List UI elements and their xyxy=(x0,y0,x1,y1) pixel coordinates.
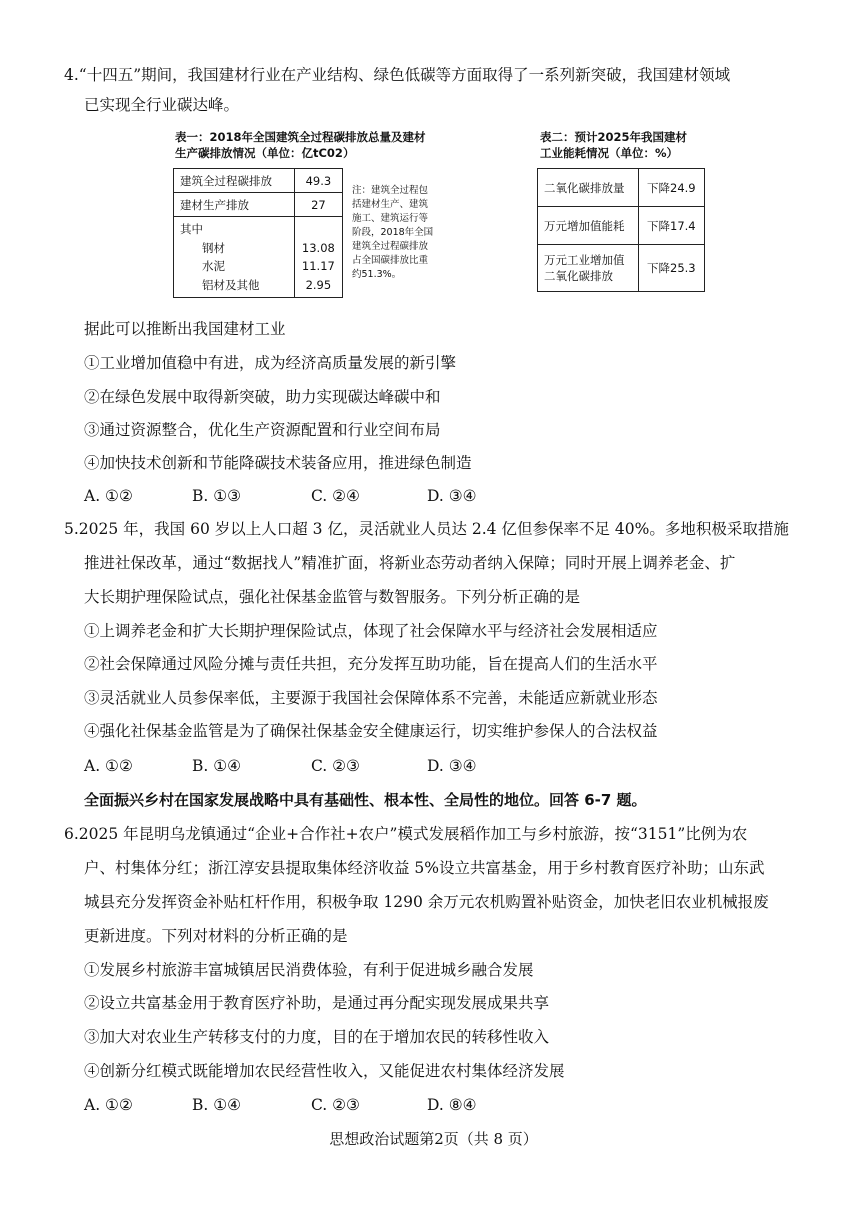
q6-choice-c[interactable]: C. ②③ xyxy=(311,1096,360,1114)
q4-choice-b[interactable]: B. ①③ xyxy=(192,487,242,505)
table-cell-value: 下降24.9 xyxy=(638,169,704,207)
q4-option-4: ④加快技术创新和节能降碳技术装备应用，推进绿色制造 xyxy=(84,454,472,472)
q5-stem-line-1: 5.2025 年，我国 60 岁以上人口超 3 亿，灵活就业人员达 2.4 亿但参保率不足 40%。多地积极采取措施 xyxy=(64,520,789,538)
table-row xyxy=(538,245,705,292)
table-row xyxy=(174,193,343,217)
q6-choice-d[interactable]: D. ⑧④ xyxy=(427,1096,477,1114)
q6-choice-a[interactable]: A. ①② xyxy=(84,1096,133,1114)
q4-option-3: ③通过资源整合，优化生产资源配置和行业空间布局 xyxy=(84,421,441,439)
table2-title-line-2: 工业能耗情况（单位：%） xyxy=(540,146,679,160)
table1-carbon-emissions xyxy=(173,168,343,298)
table-cell-label-line: 万元工业增加值 xyxy=(544,253,625,267)
table-cell-value: 下降17.4 xyxy=(638,207,704,245)
q4-choice-d[interactable]: D. ③④ xyxy=(427,487,477,505)
q6-stem-line-4: 更新进度。下列对材料的分析正确的是 xyxy=(84,927,348,945)
q6-stem-line-1: 6.2025 年昆明乌龙镇通过“企业+合作社+农户”模式发展稻作加工与乡村旅游，按“3151”比例为农 xyxy=(64,825,748,843)
q4-stem-line-2: 已实现全行业碳达峰。 xyxy=(84,96,240,114)
q4-question: 据此可以推断出我国建材工业 xyxy=(84,320,286,338)
table-cell-value: 下降25.3 xyxy=(638,245,704,292)
q6-choice-b[interactable]: B. ①④ xyxy=(192,1096,242,1114)
table-row xyxy=(538,207,705,245)
sub-header-label: 其中 xyxy=(180,222,203,236)
q5-choice-a[interactable]: A. ①② xyxy=(84,757,133,775)
table-cell-value: 49.3 xyxy=(294,169,342,193)
sub-row-value: 13.08 xyxy=(301,240,335,255)
q5-option-1: ①上调养老金和扩大长期护理保险试点，体现了社会保障水平与经济社会发展相适应 xyxy=(84,622,658,640)
q5-option-3: ③灵活就业人员参保率低，主要源于我国社会保障体系不完善，未能适应新就业形态 xyxy=(84,689,658,707)
sub-row-label: 钢材 xyxy=(202,240,225,255)
table1-title-line-1: 表一：2018年全国建筑全过程碳排放总量及建材 xyxy=(175,130,426,144)
table2-energy-consumption xyxy=(537,168,705,292)
sub-row-label: 水泥 xyxy=(202,259,225,273)
q5-stem-line-2: 推进社保改革，通过“数据找人”精准扩面，将新业态劳动者纳入保障；同时开展上调养老金、扩 xyxy=(84,554,736,572)
sub-row-label: 铝材及其他 xyxy=(202,277,260,292)
table-cell-label: 二氧化碳排放量 xyxy=(538,169,639,207)
table-cell-label: 建材生产排放 xyxy=(174,193,295,217)
exam-page: 4.“十四五”期间，我国建材行业在产业结构、绿色低碳等方面取得了一系列新突破，我国建材领域 已实现全行业碳达峰。 表一：2018年全国建筑全过程碳排放总量及建材 生产碳排放情况（单位：亿tC02） 建筑全过程碳排放 49.3 建材生产排放 27 其中 钢材 水泥 铝材及其他 13.08 11.17 2.95 注：建筑全过程包 括建材生产、建筑 施工、建筑运行等 阶段，2018年全国 建筑全过程碳排放 占全国碳排放比重 约51.3%。 表二：预计2025年我国建材 工业能耗情况（单位：%） 二氧化碳排放量 下降24.9 万元增加值能耗 下降17.4 万元工业增加值 二氧化碳排放 下降25.3 据此可以推断出我国建材工业 ①工业增加值稳中有进，成为经济高质量发展的新引擎 ②在绿色发展中取得新突破，助力实现碳达峰碳中和 ③通过资源整合，优化生产资源配置和行业空间布局 ④加快技术创新和节能降碳技术装备应用，推进绿色制造 A. ①② B. ①③ C. ②④ D. ③④ 5.2025 年，我国 60 岁以上人口超 3 亿，灵活就业人员达 2.4 亿但参保率不足 40%。多地积极采取措施 推进社保改革，通过“数据找人”精准扩面，将新业态劳动者纳入保障；同时开展上调养老金、扩 大长期护理保险试点，强化社保基金监管与数智服务。下列分析正确的是 ①上调养老金和扩大长期护理保险试点，体现了社会保障水平与经济社会发展相适应 ②社会保障通过风险分摊与责任共担，充分发挥互助功能，旨在提高人们的生活水平 ③灵活就业人员参保率低，主要源于我国社会保障体系不完善，未能适应新就业形态 ④强化社保基金监管是为了确保社保基金安全健康运行，切实维护参保人的合法权益 A. ①② B. ①④ C. ②③ D. ③④ 全面振兴乡村在国家发展战略中具有基础性、根本性、全局性的地位。回答 6-7 题。 6.2025 年昆明乌龙镇通过“企业+合作社+农户”模式发展稻作加工与乡村旅游，按“3151”比例为农 户、村集体分红；浙江淳安县提取集体经济收益 5%设立共富基金，用于乡村教育医疗补助；山东武 城县充分发挥资金补贴杠杆作用，积极争取 1290 余万元农机购置补贴资金，加快老旧农业机械报废 更新进度。下列对材料的分析正确的是 ①发展乡村旅游丰富城镇居民消费体验，有利于促进城乡融合发展 ②设立共富基金用于教育医疗补助，是通过再分配实现发展成果共享 ③加大对农业生产转移支付的力度，目的在于增加农民的转移性收入 ④创新分红模式既能增加农民经营性收入，又能促进农村集体经济发展 A. ①② B. ①④ C. ②③ D. ⑧④ 思想政治试题第2页（共 8 页） xyxy=(0,0,867,1226)
table2-title-line-1: 表二：预计2025年我国建材 xyxy=(540,130,688,144)
q5-choice-d[interactable]: D. ③④ xyxy=(427,757,477,775)
q4-option-2: ②在绿色发展中取得新突破，助力实现碳达峰碳中和 xyxy=(84,388,441,406)
table-row xyxy=(174,169,343,193)
q6-option-2: ②设立共富基金用于教育医疗补助，是通过再分配实现发展成果共享 xyxy=(84,994,550,1012)
q6-option-3: ③加大对农业生产转移支付的力度，目的在于增加农民的转移性收入 xyxy=(84,1028,550,1046)
q6-option-4: ④创新分红模式既能增加农民经营性收入，又能促进农村集体经济发展 xyxy=(84,1062,565,1080)
q5-option-4: ④强化社保基金监管是为了确保社保基金安全健康运行，切实维护参保人的合法权益 xyxy=(84,722,658,740)
table-cell-label: 建筑全过程碳排放 xyxy=(174,169,295,193)
q4-option-1: ①工业增加值稳中有进，成为经济高质量发展的新引擎 xyxy=(84,354,457,372)
table-cell-value: 27 xyxy=(294,193,342,217)
q5-choice-c[interactable]: C. ②③ xyxy=(311,757,360,775)
q4-stem-line-1: 4.“十四五”期间，我国建材行业在产业结构、绿色低碳等方面取得了一系列新突破，我国建材领域 xyxy=(64,66,731,84)
sub-row-value: 11.17 xyxy=(301,259,335,273)
table-cell-label: 万元增加值能耗 xyxy=(538,207,639,245)
table-row-breakdown xyxy=(174,217,343,298)
q5-stem-line-3: 大长期护理保险试点，强化社保基金监管与数智服务。下列分析正确的是 xyxy=(84,588,581,606)
q6-stem-line-3: 城县充分发挥资金补贴杠杆作用，积极争取 1290 余万元农机购置补贴资金，加快老旧农业机械报废 xyxy=(84,893,769,911)
q4-choice-a[interactable]: A. ①② xyxy=(84,487,133,505)
sub-row-value: 2.95 xyxy=(305,277,332,292)
table-row xyxy=(538,169,705,207)
q6-stem-line-2: 户、村集体分红；浙江淳安县提取集体经济收益 5%设立共富基金，用于乡村教育医疗补助；山东武 xyxy=(84,859,765,877)
section-intro-6-7: 全面振兴乡村在国家发展战略中具有基础性、根本性、全局性的地位。回答 6-7 题。 xyxy=(84,791,647,809)
table1-title-line-2: 生产碳排放情况（单位：亿tC02） xyxy=(175,146,355,160)
q4-choice-c[interactable]: C. ②④ xyxy=(311,487,360,505)
q5-option-2: ②社会保障通过风险分摊与责任共担，充分发挥互助功能，旨在提高人们的生活水平 xyxy=(84,655,658,673)
table-cell-label-line: 二氧化碳排放 xyxy=(544,269,613,283)
page-footer: 思想政治试题第2页（共 8 页） xyxy=(329,1130,538,1148)
q6-option-1: ①发展乡村旅游丰富城镇居民消费体验，有利于促进城乡融合发展 xyxy=(84,961,534,979)
q5-choice-b[interactable]: B. ①④ xyxy=(192,757,242,775)
